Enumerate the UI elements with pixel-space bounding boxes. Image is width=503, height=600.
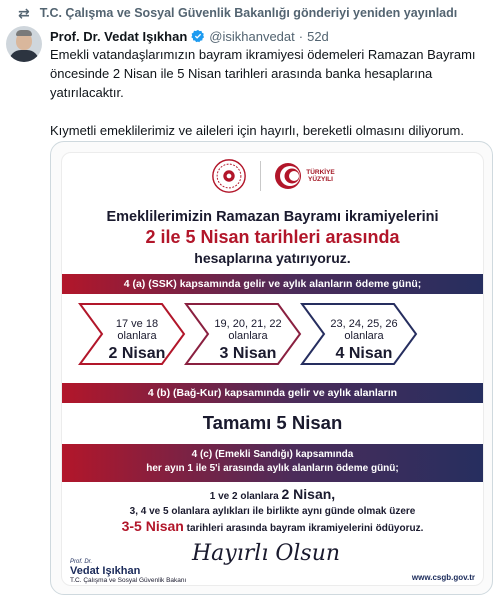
avatar[interactable] (6, 26, 42, 62)
ministry-logo-icon (210, 157, 248, 195)
arrow-item-3: 23, 24, 25, 26 olanlara 4 Nisan (330, 318, 398, 362)
turkiye-yuzyili-icon (273, 161, 303, 191)
arrow-item-2: 19, 20, 21, 22 olanlara 3 Nisan (214, 318, 282, 362)
separator-dot: · (298, 28, 304, 44)
handwritten-signature: Hayırlı Olsun (192, 541, 341, 566)
website-url: www.csgb.gov.tr (411, 573, 475, 582)
ssk-payment-arrows (62, 300, 485, 368)
tweet-image[interactable] (50, 141, 493, 595)
ssk-bar: 4 (a) (SSK) kapsamında gelir ve aylık alanların ödeme günü; (62, 274, 483, 294)
author-name[interactable]: Prof. Dr. Vedat Işıkhan (50, 28, 188, 44)
repost-text: T.C. Çalışma ve Sosyal Güvenlik Bakanlığı gönderiyi yeniden yayınladı (39, 6, 458, 20)
turkiye-yuzyili-logo (273, 161, 335, 191)
bagkur-date: Tamamı 5 Nisan (202, 412, 343, 433)
author-handle[interactable]: @isikhanvedat (209, 28, 295, 44)
repost-icon: ⇄ (18, 4, 30, 21)
repost-banner[interactable] (18, 4, 457, 22)
tweet-paragraph-1: Emekli vatandaşlarımızın bayram ikramiyesi ödemeleri Ramazan Bayramı öncesinde 2 Nisan ile 5 Nisan tarihleri arasında banka hesaplarına yatırılacaktır. (50, 47, 476, 100)
headline-line-3: hesaplarına yatırıyoruz. (194, 250, 351, 266)
logo-divider (260, 161, 261, 191)
emekli-sandigi-details: 1 ve 2 olanlara 2 Nisan, 3, 4 ve 5 olanlara aylıkları ile birlikte aynı günde olmak üzere 3-5 Nisan tarihleri arasında bayram ikramiyelerini ödüyoruz. (121, 486, 424, 534)
timestamp[interactable]: 52d (307, 28, 329, 44)
turkiye-yuzyili-text: TÜRKİYE YÜZYILI (306, 169, 335, 183)
infographic (61, 152, 484, 586)
bagkur-bar: 4 (b) (Bağ-Kur) kapsamında gelir ve aylık alanların (62, 383, 483, 403)
logos (62, 157, 483, 195)
verified-badge-icon (191, 29, 205, 43)
tweet-header (50, 26, 329, 46)
infographic-headline (62, 209, 483, 266)
arrow-item-1: 17 ve 18 olanlara 2 Nisan (108, 318, 166, 362)
minister-signature-block: Prof. Dr. Vedat Işıkhan T.C. Çalışma ve Sosyal Güvenlik Bakanı (70, 559, 187, 584)
emekli-sandigi-bar: 4 (c) (Emekli Sandığı) kapsamında her ayın 1 ile 5'i arasında aylık alanların ödeme günü; (62, 444, 483, 482)
tweet-paragraph-2: Kıymetli emeklilerimiz ve aileleri için hayırlı, bereketli olmasını diliyorum. (50, 123, 464, 138)
headline-line-2: 2 ile 5 Nisan tarihleri arasında (145, 227, 400, 247)
headline-line-1: Emeklilerimizin Ramazan Bayramı ikramiyelerini (106, 209, 439, 225)
